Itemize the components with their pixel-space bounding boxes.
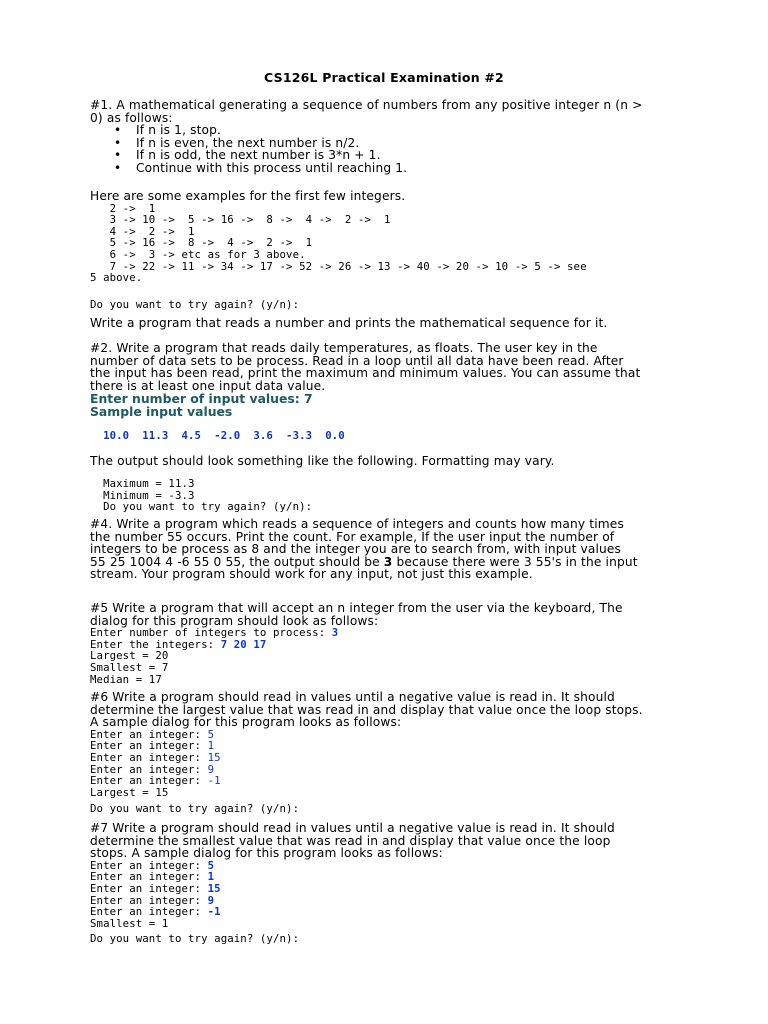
q1-examples bbox=[90, 190, 680, 284]
q1-intro-line: 0) as follows: bbox=[90, 110, 173, 125]
example-line: 4 -> 2 -> 1 bbox=[90, 224, 195, 238]
output-line: Maximum = 11.3 bbox=[90, 477, 195, 490]
dialog-prompt: Enter number of integers to process: bbox=[90, 626, 332, 640]
q1-examples-intro: Here are some examples for the first few integers. bbox=[90, 189, 406, 203]
q5-line: dialog for this program should look as follows: bbox=[90, 613, 379, 628]
q1-task: Write a program that reads a number and prints the mathematical sequence for it. bbox=[90, 316, 608, 330]
q2-enter-number: Enter number of input values: 7 bbox=[90, 391, 313, 407]
list-item: • If n is 1, stop. bbox=[136, 124, 680, 137]
q1-intro-line: #1. A mathematical generating a sequence of numbers from any positive integer n (n > bbox=[90, 98, 643, 112]
list-item: • If n is odd, the next number is 3*n + 1. bbox=[136, 149, 680, 162]
example-line: 5 above. bbox=[90, 271, 143, 285]
question-5 bbox=[90, 602, 680, 685]
example-line: 5 -> 16 -> 8 -> 4 -> 2 -> 1 bbox=[90, 236, 313, 250]
dialog-prompt: Enter an integer: bbox=[90, 739, 208, 753]
q2-line: there is at least one input data value. bbox=[90, 378, 326, 393]
q6-line: A sample dialog for this program looks as follows: bbox=[90, 715, 402, 730]
dialog-line: Smallest = 1 bbox=[90, 916, 169, 930]
question-6 bbox=[90, 691, 680, 798]
q1-try-again: Do you want to try again? (y/n): bbox=[90, 298, 300, 311]
example-line: 6 -> 3 -> etc as for 3 above. bbox=[90, 247, 306, 261]
list-item: • Continue with this process until reaching 1. bbox=[136, 162, 680, 175]
q4-line-text: because there were 3 55's in the input bbox=[392, 554, 638, 569]
q6-try-again: Do you want to try again? (y/n): bbox=[90, 802, 300, 815]
dialog-prompt: Enter an integer: bbox=[90, 762, 208, 776]
q4-line-text: 55 25 1004 4 -6 55 0 55, the output should be bbox=[90, 554, 384, 569]
dialog-input: 9 bbox=[207, 893, 215, 907]
q6-line: determine the largest value that was read in and display that value once the loop stops. bbox=[90, 702, 643, 717]
dialog-input: 5 bbox=[207, 858, 215, 872]
example-line: 3 -> 10 -> 5 -> 16 -> 8 -> 4 -> 2 -> 1 bbox=[90, 213, 391, 227]
dialog-prompt: Enter an integer: bbox=[90, 727, 208, 741]
dialog-input: 3 bbox=[331, 626, 339, 640]
dialog-input: 15 bbox=[207, 750, 221, 764]
question-2 bbox=[90, 342, 680, 418]
dialog-line: Largest = 20 bbox=[90, 649, 169, 663]
example-line: 2 -> 1 bbox=[90, 201, 156, 215]
dialog-line: Median = 17 bbox=[90, 672, 162, 686]
dialog-prompt: Enter an integer: bbox=[90, 858, 208, 872]
q7-line: #7 Write a program should read in values until a negative value is read in. It should bbox=[90, 821, 615, 835]
q2-sample-input-heading: Sample input values bbox=[90, 404, 233, 420]
q1-rule-list bbox=[90, 124, 680, 174]
q2-line: number of data sets to be process. Read in a loop until all data have been read. After bbox=[90, 353, 624, 368]
dialog-prompt: Enter an integer: bbox=[90, 750, 208, 764]
q4-line: stream. Your program should work for any input, not just this example. bbox=[90, 567, 533, 582]
dialog-input: 1 bbox=[207, 739, 215, 753]
question-1 bbox=[90, 99, 680, 175]
q6-line: #6 Write a program should read in values until a negative value is read in. It should bbox=[90, 690, 615, 704]
dialog-line bbox=[90, 639, 680, 651]
page-title: CS126L Practical Examination #2 bbox=[264, 70, 504, 85]
dialog-input: 1 bbox=[207, 870, 215, 884]
q5-line: #5 Write a program that will accept an n integer from the user via the keyboard, The bbox=[90, 601, 623, 615]
q2-output bbox=[90, 478, 680, 513]
q4-line: the number 55 occurs. Print the count. For example, If the user input the number of bbox=[90, 529, 615, 544]
dialog-line bbox=[90, 775, 680, 787]
q2-line: #2. Write a program that reads daily temperatures, as floats. The user key in the bbox=[90, 341, 598, 355]
dialog-input: 15 bbox=[207, 881, 221, 895]
dialog-prompt: Enter an integer: bbox=[90, 870, 208, 884]
dialog-line bbox=[90, 906, 680, 918]
output-line: Do you want to try again? (y/n): bbox=[90, 500, 313, 514]
dialog-input: -1 bbox=[207, 905, 221, 919]
dialog-input: 7 20 17 bbox=[220, 637, 267, 651]
example-line: 7 -> 22 -> 11 -> 34 -> 17 -> 52 -> 26 -> 13 -> 40 -> 20 -> 10 -> 5 -> see bbox=[90, 259, 587, 273]
q7-line: stops. A sample dialog for this program looks as follows: bbox=[90, 846, 443, 861]
output-line: Minimum = -3.3 bbox=[90, 488, 195, 502]
dialog-input: 5 bbox=[207, 727, 215, 741]
dialog-prompt: Enter an integer: bbox=[90, 774, 208, 788]
dialog-input: 9 bbox=[207, 762, 215, 776]
q4-line: integers to be process as 8 and the integer you are to search from, with input values bbox=[90, 542, 622, 557]
q7-line: determine the smallest value that was read in and display that value once the loop bbox=[90, 833, 611, 848]
q2-line: the input has been read, print the maximum and minimum values. You can assume that bbox=[90, 366, 641, 381]
q4-answer: 3 bbox=[383, 554, 393, 569]
question-4 bbox=[90, 518, 680, 581]
dialog-prompt: Enter the integers: bbox=[90, 637, 221, 651]
list-item: • If n is even, the next number is n/2. bbox=[136, 137, 680, 150]
dialog-line: Smallest = 7 bbox=[90, 660, 169, 674]
dialog-line: Largest = 15 bbox=[90, 785, 169, 799]
question-7 bbox=[90, 822, 680, 929]
q4-line: #4. Write a program which reads a sequence of integers and counts how many times bbox=[90, 517, 624, 531]
dialog-input: -1 bbox=[207, 774, 221, 788]
q2-output-intro: The output should look something like the following. Formatting may vary. bbox=[90, 454, 555, 468]
q2-sample-values: 10.0 11.3 4.5 -2.0 3.6 -3.3 0.0 bbox=[90, 429, 345, 442]
dialog-prompt: Enter an integer: bbox=[90, 881, 208, 895]
q7-try-again: Do you want to try again? (y/n): bbox=[90, 932, 300, 945]
dialog-prompt: Enter an integer: bbox=[90, 893, 208, 907]
dialog-prompt: Enter an integer: bbox=[90, 905, 208, 919]
